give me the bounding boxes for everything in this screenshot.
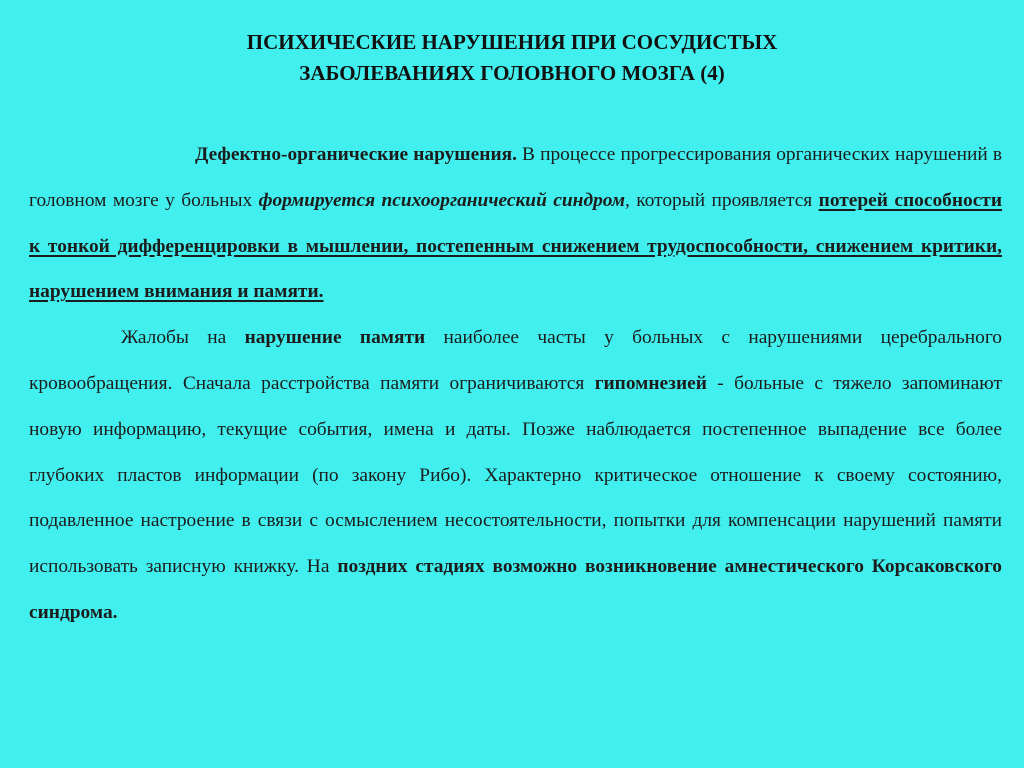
paragraph-memory	[29, 315, 1002, 636]
term-korsakoff-syndrome: поздних стадиях возможно возникновение амнестического Корсаковского синдрома.	[29, 556, 1002, 623]
paragraph-text: наиболее часты у больных с нарушениями церебрального кровообращения. Сначала расстройства памяти ограничиваются	[29, 327, 1002, 394]
symptoms-underlined: потерей способности к тонкой дифференцировки в мышлении, постепенным снижением трудоспособности, снижением критики, нарушением внимания и памяти.	[29, 189, 1003, 303]
paragraph-text: - больные с тяжело запоминают новую информацию, текущие события, имена и даты. Позже наблюдается постепенное выпадение все более глубоких пластов информации (по закону Рибо). Характерно критическое отношение к своему состоянию, подавленное настроение в связи с осмыслением несостоятельности, попытки для компенсации нарушений памяти использовать записную книжку. На	[29, 372, 1002, 578]
paragraph-text: Жалобы на	[121, 327, 245, 349]
term-defect-organic: Дефектно-органические нарушения.	[195, 144, 517, 165]
paragraph-text: , который проявляется	[625, 189, 819, 211]
paragraph-defect-organic	[29, 132, 1002, 315]
slide-title-line-2: ЗАБОЛЕВАНИЯХ ГОЛОВНОГО МОЗГА (4)	[299, 61, 725, 85]
slide-title-line-1: ПСИХИЧЕСКИЕ НАРУШЕНИЯ ПРИ СОСУДИСТЫХ	[246, 30, 778, 54]
slide-title	[60, 27, 964, 89]
paragraph-text: В процессе прогрессирования органических нарушений в головном мозге у больных	[29, 144, 1002, 211]
term-memory-impairment: нарушение памяти	[244, 327, 426, 349]
term-hypomnesia: гипомнезией	[594, 372, 707, 394]
slide-body	[29, 132, 1002, 636]
term-psychoorganic-syndrome: формируется психоорганический синдром	[258, 189, 625, 211]
